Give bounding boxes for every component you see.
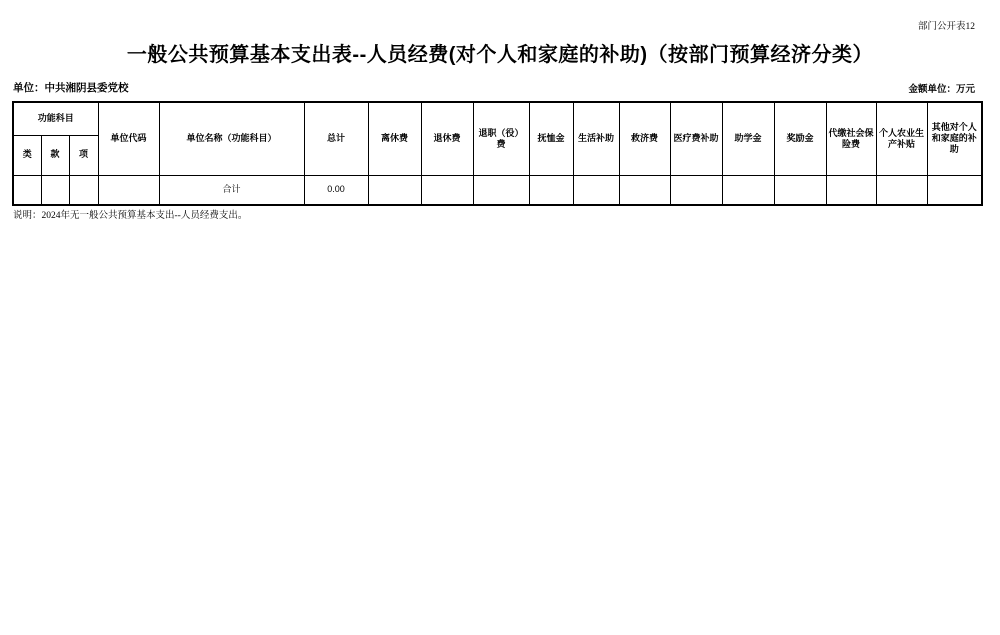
cell-xiang — [69, 175, 98, 205]
header-pension: 抚恤金 — [529, 102, 573, 175]
header-retirement-tuixiu: 退休费 — [421, 102, 473, 175]
cell-social-insurance — [826, 175, 876, 205]
cell-lei — [13, 175, 41, 205]
cell-living-allowance — [573, 175, 619, 205]
page-title: 一般公共预算基本支出表--人员经费(对个人和家庭的补助)（按部门预算经济分类） — [126, 44, 874, 66]
amount-unit-label: 金额单位：万元 — [908, 84, 975, 95]
cell-other-subsidy — [927, 175, 982, 205]
cell-retirement-tuixiu — [421, 175, 473, 205]
cell-reward — [774, 175, 826, 205]
header-other-subsidy: 其他对个人和家庭的补助 — [927, 102, 982, 175]
note-text: 说明：2024年无一般公共预算基本支出--人员经费支出。 — [13, 211, 248, 221]
cell-resignation-fee — [473, 175, 529, 205]
table-reference-label: 部门公开表12 — [917, 22, 975, 32]
cell-unit-name: 合计 — [159, 175, 304, 205]
header-total: 总计 — [304, 102, 368, 175]
header-functional-subject: 功能科目 — [13, 102, 98, 135]
cell-agri-subsidy — [876, 175, 927, 205]
cell-kuan — [41, 175, 69, 205]
cell-relief-fee — [619, 175, 670, 205]
unit-label: 单位：中共湘阴县委党校 — [13, 82, 129, 94]
cell-scholarship — [722, 175, 774, 205]
cell-unit-code — [98, 175, 159, 205]
header-unit-code: 单位代码 — [98, 102, 159, 175]
header-lei: 类 — [13, 135, 41, 175]
header-medical-subsidy: 医疗费补助 — [670, 102, 722, 175]
table-row — [13, 175, 982, 205]
header-social-insurance: 代缴社会保险费 — [826, 102, 876, 175]
header-agri-subsidy: 个人农业生产补贴 — [876, 102, 927, 175]
cell-total: 0.00 — [304, 175, 368, 205]
cell-retirement-lixiu — [368, 175, 421, 205]
header-resignation-fee: 退职（役）费 — [473, 102, 529, 175]
cell-pension — [529, 175, 573, 205]
header-relief-fee: 救济费 — [619, 102, 670, 175]
header-reward: 奖励金 — [774, 102, 826, 175]
cell-medical-subsidy — [670, 175, 722, 205]
header-kuan: 款 — [41, 135, 69, 175]
header-living-allowance: 生活补助 — [573, 102, 619, 175]
header-retirement-lixiu: 离休费 — [368, 102, 421, 175]
budget-table — [12, 101, 983, 206]
header-unit-name: 单位名称（功能科目） — [159, 102, 304, 175]
header-scholarship: 助学金 — [722, 102, 774, 175]
header-xiang: 项 — [69, 135, 98, 175]
